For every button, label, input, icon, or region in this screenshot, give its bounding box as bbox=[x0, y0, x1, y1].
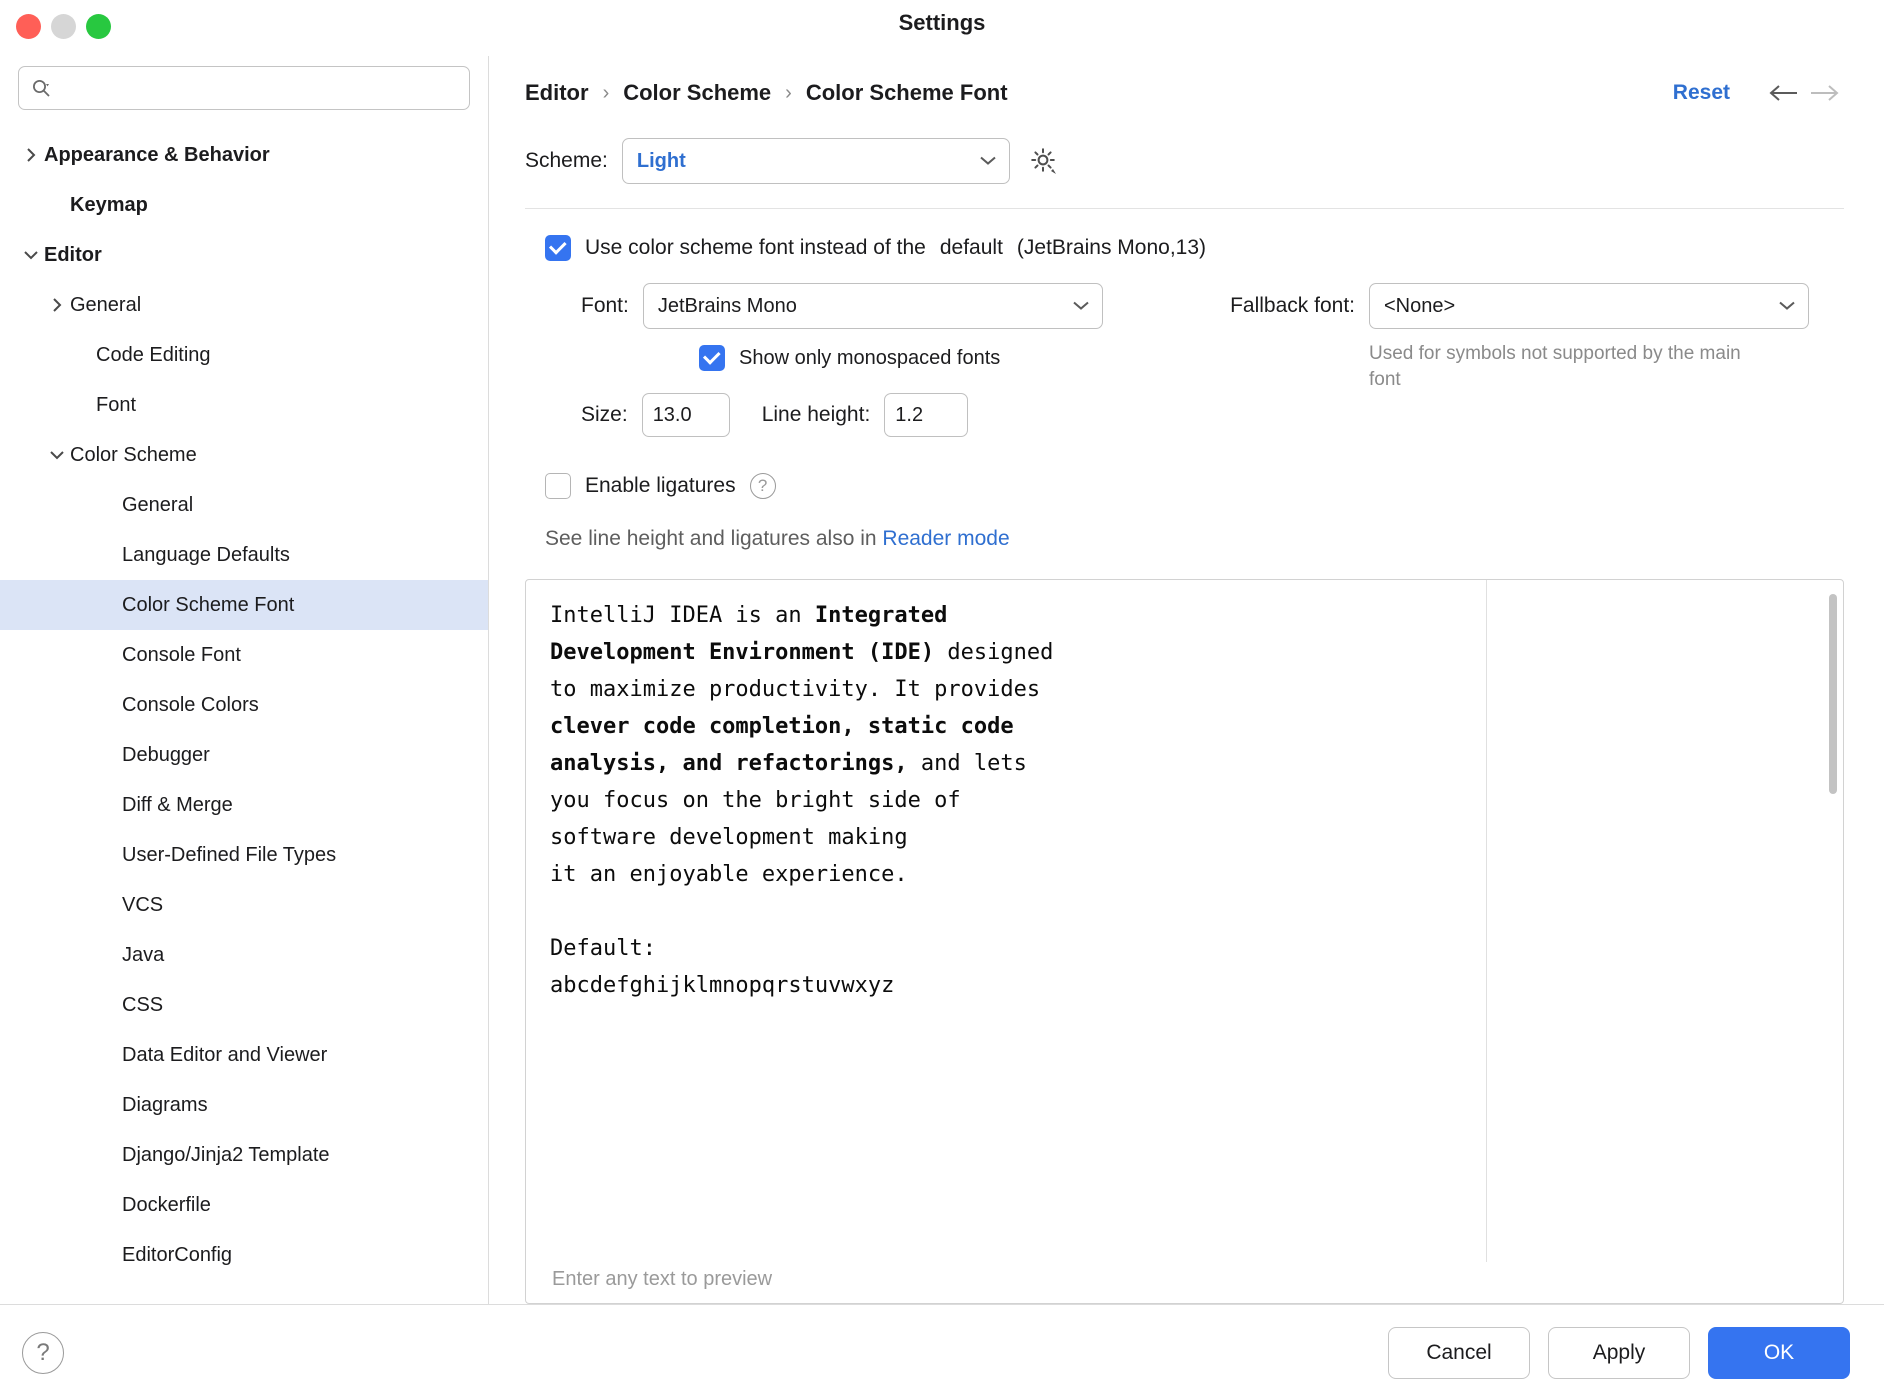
sidebar-item-editor[interactable] bbox=[0, 230, 488, 280]
preview-hint: Enter any text to preview bbox=[552, 1268, 773, 1290]
settings-main-pane bbox=[489, 56, 1884, 1304]
sidebar-item-django-jinja2-template[interactable] bbox=[0, 1130, 488, 1180]
see-also-row bbox=[489, 499, 1884, 551]
sidebar-item-language-defaults[interactable] bbox=[0, 530, 488, 580]
font-dropdown[interactable] bbox=[643, 283, 1103, 329]
preview-line bbox=[550, 746, 1821, 783]
preview-segment: analysis, and refactorings, bbox=[550, 750, 908, 776]
tree-spacer bbox=[70, 342, 96, 368]
sidebar-item-appearance-behavior[interactable] bbox=[0, 130, 488, 180]
back-arrow-icon[interactable] bbox=[1764, 76, 1804, 110]
font-settings-grid bbox=[489, 261, 1884, 437]
breadcrumb-color-scheme-font: Color Scheme Font bbox=[805, 80, 1008, 105]
sidebar-item-label: Editor bbox=[44, 243, 102, 266]
sidebar-item-general[interactable] bbox=[0, 480, 488, 530]
preview-segment: to maximize productivity. It provides bbox=[550, 676, 1041, 702]
tree-spacer bbox=[96, 992, 122, 1018]
breadcrumb-separator-2: › bbox=[785, 81, 792, 104]
preview-line bbox=[550, 598, 1821, 635]
sidebar-item-label: CSS bbox=[122, 993, 164, 1016]
ligatures-row bbox=[489, 437, 1884, 499]
preview-segment: you focus on the bright side of bbox=[550, 787, 961, 813]
tree-spacer bbox=[96, 942, 122, 968]
search-input[interactable] bbox=[61, 77, 459, 99]
size-input[interactable]: 13.0 bbox=[642, 393, 730, 437]
font-preview-panel[interactable] bbox=[525, 579, 1844, 1304]
chevron-down-icon bbox=[1778, 295, 1796, 318]
forward-arrow-icon[interactable] bbox=[1804, 76, 1844, 110]
sidebar-item-console-font[interactable] bbox=[0, 630, 488, 680]
show-monospaced-checkbox[interactable] bbox=[699, 345, 725, 371]
sidebar-item-debugger[interactable] bbox=[0, 730, 488, 780]
sidebar-item-diagrams[interactable] bbox=[0, 1080, 488, 1130]
preview-line bbox=[550, 931, 1821, 968]
chevron-right-icon[interactable] bbox=[18, 142, 44, 168]
size-row bbox=[581, 393, 1165, 437]
settings-tree bbox=[0, 118, 488, 1304]
monospaced-row bbox=[699, 345, 1165, 371]
line-height-label: Line height: bbox=[761, 403, 871, 426]
apply-button[interactable]: Apply bbox=[1548, 1327, 1690, 1379]
tree-spacer bbox=[96, 1192, 122, 1218]
sidebar-item-label: User-Defined File Types bbox=[122, 843, 337, 866]
breadcrumb bbox=[489, 56, 1884, 110]
ok-button[interactable]: OK bbox=[1708, 1327, 1850, 1379]
preview-body bbox=[526, 580, 1843, 1262]
sidebar-item-label: Console Font bbox=[122, 643, 241, 666]
fallback-row bbox=[1179, 283, 1844, 329]
preview-line bbox=[550, 672, 1821, 709]
use-scheme-font-checkbox[interactable] bbox=[545, 235, 571, 261]
sidebar-item-code-editing[interactable] bbox=[0, 330, 488, 380]
font-row bbox=[581, 283, 1165, 329]
sidebar-item-label: Font bbox=[96, 393, 137, 416]
tree-spacer bbox=[96, 842, 122, 868]
sidebar-item-diff-merge[interactable] bbox=[0, 780, 488, 830]
tree-spacer bbox=[96, 742, 122, 768]
sidebar-item-label: Diff & Merge bbox=[122, 793, 233, 816]
sidebar-item-label: Color Scheme bbox=[70, 443, 197, 466]
use-scheme-font-label: Use color scheme font instead of the bbox=[585, 236, 926, 259]
preview-segment: Integrated bbox=[814, 603, 948, 628]
tree-spacer bbox=[70, 392, 96, 418]
sidebar-item-dockerfile[interactable] bbox=[0, 1180, 488, 1230]
search-container bbox=[0, 56, 488, 118]
sidebar-item-label: Color Scheme Font bbox=[122, 593, 295, 616]
font-settings-left bbox=[525, 283, 1165, 437]
help-icon[interactable]: ? bbox=[22, 1332, 64, 1374]
font-settings-right bbox=[1165, 283, 1844, 437]
preview-text[interactable] bbox=[526, 580, 1843, 1004]
fallback-font-value: <None> bbox=[1384, 294, 1456, 317]
preview-line bbox=[550, 635, 1821, 672]
scheme-row bbox=[489, 110, 1884, 184]
sidebar-item-label: Language Defaults bbox=[122, 543, 290, 566]
sidebar-item-label: Java bbox=[122, 943, 165, 966]
sidebar-item-label: Code Editing bbox=[96, 343, 211, 366]
sidebar-item-css[interactable] bbox=[0, 980, 488, 1030]
preview-segment: software development making bbox=[550, 824, 908, 850]
sidebar-item-label: General bbox=[122, 493, 194, 516]
tree-spacer bbox=[96, 642, 122, 668]
scheme-label: Scheme: bbox=[525, 149, 608, 172]
scheme-dropdown[interactable] bbox=[622, 138, 1010, 184]
sidebar-item-general[interactable] bbox=[0, 280, 488, 330]
preview-segment: and lets bbox=[907, 750, 1027, 776]
preview-line bbox=[550, 857, 1821, 894]
tree-spacer bbox=[96, 1042, 122, 1068]
preview-segment: clever code completion, static code bbox=[550, 713, 1014, 739]
sidebar-item-console-colors[interactable] bbox=[0, 680, 488, 730]
preview-segment: Default: bbox=[550, 935, 656, 961]
enable-ligatures-label: Enable ligatures bbox=[585, 474, 736, 497]
tree-spacer bbox=[96, 542, 122, 568]
tree-spacer bbox=[96, 1142, 122, 1168]
font-label: Font: bbox=[581, 294, 629, 317]
fallback-font-help: Used for symbols not supported by the main font bbox=[1369, 343, 1741, 390]
sidebar-item-label: Appearance & Behavior bbox=[44, 143, 270, 166]
question-icon[interactable]: ? bbox=[750, 473, 776, 499]
font-value: JetBrains Mono bbox=[657, 294, 797, 317]
chevron-right-icon[interactable] bbox=[44, 292, 70, 318]
sidebar-item-color-scheme[interactable] bbox=[0, 430, 488, 480]
size-label: Size: bbox=[581, 403, 628, 426]
search-box[interactable] bbox=[18, 66, 470, 110]
sidebar-item-keymap[interactable] bbox=[0, 180, 488, 230]
sidebar-item-java[interactable] bbox=[0, 930, 488, 980]
sidebar-item-label: Console Colors bbox=[122, 693, 259, 716]
reader-mode-link[interactable]: Reader mode bbox=[882, 527, 1010, 550]
title-bar bbox=[0, 0, 1884, 56]
fallback-font-dropdown[interactable] bbox=[1369, 283, 1809, 329]
preview-scrollbar[interactable] bbox=[1829, 594, 1837, 794]
preview-line bbox=[550, 783, 1821, 820]
chevron-down-icon bbox=[979, 150, 997, 173]
scheme-value: Light bbox=[636, 149, 686, 172]
sidebar-item-vcs[interactable] bbox=[0, 880, 488, 930]
window-title: Settings bbox=[898, 10, 986, 35]
sidebar-item-label: Keymap bbox=[70, 193, 148, 216]
tree-spacer bbox=[96, 1092, 122, 1118]
default-font-link[interactable]: default bbox=[939, 236, 1003, 259]
sidebar-item-editorconfig[interactable] bbox=[0, 1230, 488, 1280]
sidebar-item-label: VCS bbox=[122, 893, 164, 916]
fallback-font-label: Fallback font: bbox=[1230, 294, 1355, 317]
breadcrumb-editor[interactable]: Editor bbox=[525, 80, 589, 105]
sidebar-item-font[interactable] bbox=[0, 380, 488, 430]
preview-segment bbox=[550, 899, 563, 924]
settings-sidebar bbox=[0, 56, 489, 1304]
preview-segment: it an enjoyable experience. bbox=[550, 861, 908, 887]
preview-line bbox=[550, 709, 1821, 746]
tree-spacer bbox=[44, 192, 70, 218]
sidebar-item-label: Dockerfile bbox=[122, 1193, 211, 1216]
preview-line bbox=[550, 894, 1821, 931]
breadcrumb-color-scheme[interactable]: Color Scheme bbox=[623, 80, 772, 105]
tree-spacer bbox=[96, 492, 122, 518]
gear-icon[interactable] bbox=[1024, 141, 1064, 181]
sidebar-item-label: Django/Jinja2 Template bbox=[122, 1143, 330, 1166]
preview-segment: abcdefghijklmnopqrstuvwxyz bbox=[550, 972, 895, 998]
search-icon bbox=[31, 78, 51, 98]
sidebar-item-color-scheme-font[interactable] bbox=[0, 580, 488, 630]
reset-link[interactable]: Reset bbox=[1672, 81, 1730, 104]
preview-line bbox=[550, 820, 1821, 857]
sidebar-item-label: EditorConfig bbox=[122, 1243, 233, 1266]
preview-segment: Development Environment (IDE) bbox=[550, 639, 935, 665]
dialog-footer bbox=[0, 1304, 1884, 1400]
sidebar-item-label: Data Editor and Viewer bbox=[122, 1043, 328, 1066]
show-monospaced-label: Show only monospaced fonts bbox=[739, 346, 1001, 369]
sidebar-item-label: Debugger bbox=[122, 743, 210, 766]
default-font-value: (JetBrains Mono,13) bbox=[1016, 236, 1207, 259]
use-scheme-font-row bbox=[489, 209, 1884, 261]
sidebar-item-label: General bbox=[70, 293, 142, 316]
preview-segment: IntelliJ IDEA is an bbox=[550, 603, 815, 628]
tree-spacer bbox=[96, 1242, 122, 1268]
preview-segment: designed bbox=[934, 639, 1054, 665]
line-height-input[interactable]: 1.2 bbox=[884, 393, 968, 437]
preview-line bbox=[550, 968, 1821, 1005]
sidebar-item-label: Diagrams bbox=[122, 1093, 208, 1116]
chevron-down-icon[interactable] bbox=[44, 442, 70, 468]
window-body bbox=[0, 56, 1884, 1304]
tree-spacer bbox=[96, 692, 122, 718]
cancel-button[interactable]: Cancel bbox=[1388, 1327, 1530, 1379]
tree-spacer bbox=[96, 592, 122, 618]
breadcrumb-separator-1: › bbox=[602, 81, 610, 104]
tree-spacer bbox=[96, 792, 122, 818]
chevron-down-icon bbox=[1072, 295, 1090, 318]
tree-spacer bbox=[96, 892, 122, 918]
sidebar-item-user-defined-file-types[interactable] bbox=[0, 830, 488, 880]
chevron-down-icon[interactable] bbox=[18, 242, 44, 268]
see-also-text: See line height and ligatures also in bbox=[545, 527, 877, 550]
sidebar-item-data-editor-and-viewer[interactable] bbox=[0, 1030, 488, 1080]
enable-ligatures-checkbox[interactable] bbox=[545, 473, 571, 499]
